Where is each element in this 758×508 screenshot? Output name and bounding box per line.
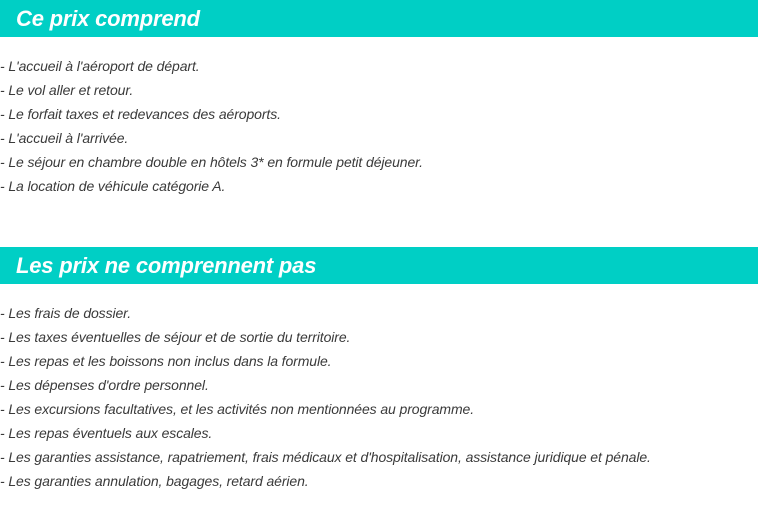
excluded-item: - Les dépenses d'ordre personnel. <box>0 377 209 393</box>
excluded-item: - Les taxes éventuelles de séjour et de sortie du territoire. <box>0 329 351 345</box>
excluded-item: - Les garanties annulation, bagages, retard aérien. <box>0 473 309 489</box>
included-item: - Le séjour en chambre double en hôtels 3* en formule petit déjeuner. <box>0 154 423 170</box>
included-item: - L'accueil à l'aéroport de départ. <box>0 58 200 74</box>
excluded-items-list <box>0 301 651 493</box>
excluded-item: - Les repas éventuels aux escales. <box>0 425 213 441</box>
excluded-item: - Les garanties assistance, rapatriement, frais médicaux et d'hospitalisation, assistance juridique et pénale. <box>0 449 651 465</box>
included-item: - L'accueil à l'arrivée. <box>0 130 129 146</box>
excluded-item: - Les frais de dossier. <box>0 305 132 321</box>
included-items-list <box>0 54 423 198</box>
excluded-item: - Les excursions facultatives, et les activités non mentionnées au programme. <box>0 401 474 417</box>
included-item: - La location de véhicule catégorie A. <box>0 178 226 194</box>
included-item: - Le forfait taxes et redevances des aéroports. <box>0 106 281 122</box>
excluded-section-title: Les prix ne comprennent pas <box>0 247 758 284</box>
included-section-title: Ce prix comprend <box>0 0 758 37</box>
excluded-item: - Les repas et les boissons non inclus dans la formule. <box>0 353 332 369</box>
included-item: - Le vol aller et retour. <box>0 82 134 98</box>
